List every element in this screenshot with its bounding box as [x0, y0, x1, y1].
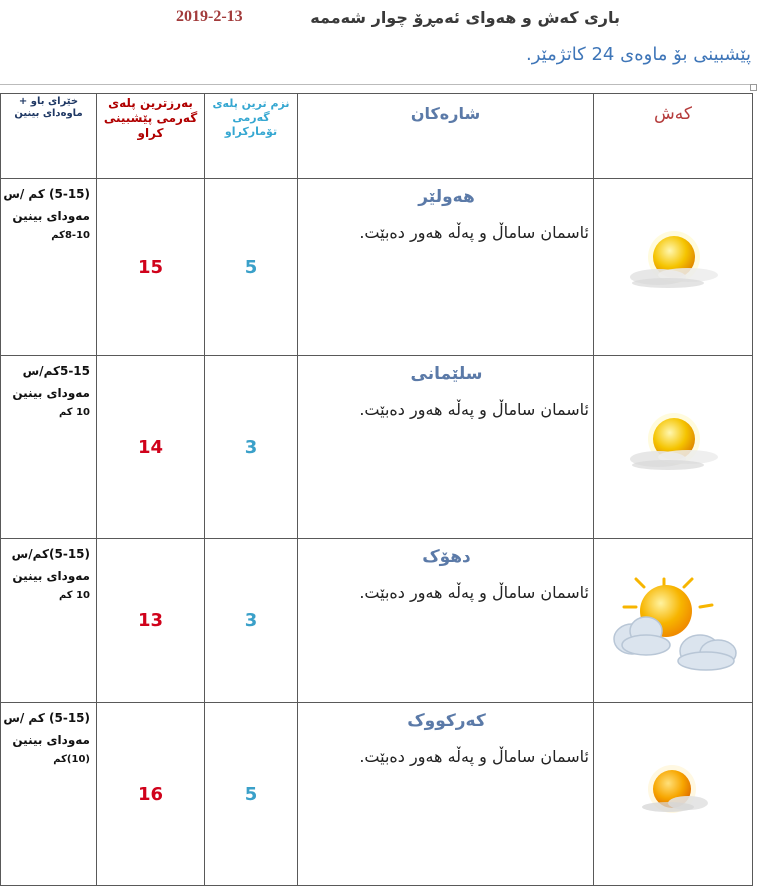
- weather-table: [0, 93, 753, 886]
- max-temp: 14: [97, 356, 205, 539]
- min-temp: 5: [205, 179, 298, 356]
- min-temp: 3: [205, 539, 298, 703]
- table-row: [1, 179, 753, 356]
- weather-icon-cell: [594, 179, 753, 356]
- visibility-value: 10 کم: [58, 590, 90, 601]
- table-row: [1, 703, 753, 886]
- max-temp: 13: [97, 539, 205, 703]
- wind-cell: [1, 539, 97, 703]
- wind-speed: (5-15) کم /س: [3, 187, 90, 201]
- sun-cloud-icon: [618, 405, 728, 485]
- col-header-city: شارەکان: [298, 94, 594, 179]
- date-text: 2019-2-13: [176, 8, 243, 25]
- weather-icon-cell: [594, 539, 753, 703]
- wind-speed: 5-15کم/س: [22, 364, 90, 378]
- page-title: [150, 8, 620, 30]
- forecast-description: ئاسمان ساماڵ و پەڵە هەور دەبێت.: [359, 400, 589, 419]
- wind-cell: [1, 356, 97, 539]
- city-name: سلێمانی: [410, 364, 483, 384]
- divider: [0, 84, 757, 85]
- city-cell: [298, 179, 594, 356]
- visibility-value: 10 کم: [58, 407, 90, 418]
- visibility-value: (10)کم: [53, 754, 90, 765]
- sun-behind-clouds-icon: [602, 549, 744, 689]
- col-header-min: نزم ترین پلەی گەرمی تۆمارکراو: [205, 94, 298, 179]
- wind-cell: [1, 703, 97, 886]
- title-text: باری کەش و هەوای ئەمڕۆ چوار شەممە: [310, 8, 620, 27]
- forecast-subtitle: پێشبینی بۆ ماوەی 24 کاتژمێر.: [526, 44, 751, 65]
- col-header-wind: خێرای باو + ماوەدای بینین: [1, 94, 97, 179]
- city-cell: [298, 356, 594, 539]
- table-row: [1, 539, 753, 703]
- max-temp: 15: [97, 179, 205, 356]
- table-resize-handle[interactable]: [750, 84, 757, 91]
- table-header-row: [1, 94, 753, 179]
- forecast-description: ئاسمان ساماڵ و پەڵە هەور دەبێت.: [359, 223, 589, 242]
- table-row: [1, 356, 753, 539]
- sun-cloud-icon: [618, 225, 728, 305]
- city-cell: [298, 539, 594, 703]
- city-name: دهۆک: [422, 547, 471, 567]
- wind-speed: (5-15) کم /س: [3, 711, 90, 725]
- forecast-description: ئاسمان ساماڵ و پەڵە هەور دەبێت.: [359, 747, 589, 766]
- sun-cloud-icon: [628, 757, 718, 827]
- wind-speed: (5-15)کم/س: [11, 547, 90, 561]
- max-temp: 16: [97, 703, 205, 886]
- wind-cell: [1, 179, 97, 356]
- col-header-weather: کەش: [594, 94, 753, 179]
- city-cell: [298, 703, 594, 886]
- visibility-label: مەودای بینین: [12, 386, 90, 400]
- min-temp: 5: [205, 703, 298, 886]
- weather-icon-cell: [594, 703, 753, 886]
- weather-icon-cell: [594, 356, 753, 539]
- visibility-label: مەودای بینین: [12, 569, 90, 583]
- city-name: هەولێر: [418, 187, 475, 207]
- visibility-label: مەودای بینین: [12, 733, 90, 747]
- min-temp: 3: [205, 356, 298, 539]
- forecast-description: ئاسمان ساماڵ و پەڵە هەور دەبێت.: [359, 583, 589, 602]
- city-name: کەرکووک: [407, 711, 486, 731]
- visibility-label: مەودای بینین: [12, 209, 90, 223]
- col-header-max: بەرزترین پلەی گەرمی پێشبینی کراو: [97, 94, 205, 179]
- visibility-value: 8-10کم: [51, 230, 90, 241]
